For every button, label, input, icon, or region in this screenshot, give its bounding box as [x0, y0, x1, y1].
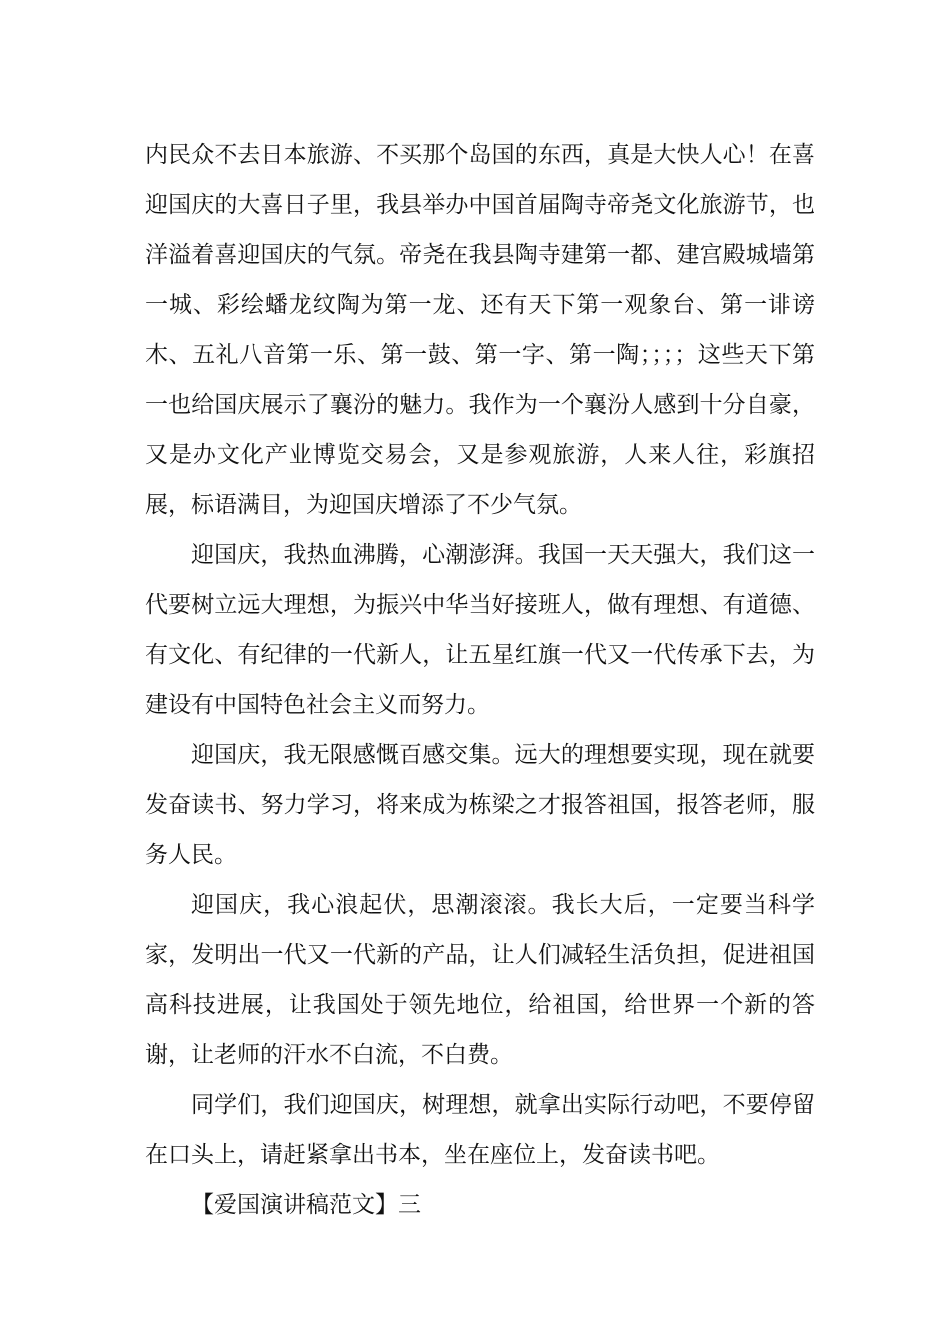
paragraph-classmates: 同学们，我们迎国庆，树理想，就拿出实际行动吧，不要停留在口头上，请赶紧拿出书本，坐在座位上，发奋读书吧。 [145, 1092, 815, 1168]
paragraph-welcome-national-day-1: 迎国庆，我热血沸腾，心潮澎湃。我国一天天强大，我们这一代要树立远大理想，为振兴中华当好接班人，做有理想、有道德、有文化、有纪律的一代新人，让五星红旗一代又一代传承下去，为建设有中国特色社会主义而努力。 [145, 542, 815, 718]
paragraph-continuation: 内民众不去日本旅游、不买那个岛国的东西，真是大快人心！在喜迎国庆的大喜日子里，我县举办中国首届陶寺帝尧文化旅游节，也洋溢着喜迎国庆的气氛。帝尧在我县陶寺建第一都、建宫殿城墙第一城、彩绘蟠龙纹陶为第一龙、还有天下第一观象台、第一诽谤木、五礼八音第一乐、第一鼓、第一字、第一陶；；；；这些天下第一也给国庆展示了襄汾的魅力。我作为一个襄汾人感到十分自豪，又是办文化产业博览交易会，又是参观旅游，人来人往，彩旗招展，标语满目，为迎国庆增添了不少气氛。 [145, 142, 815, 518]
section-heading: 【爱国演讲稿范文】三 [191, 1192, 421, 1218]
document-body [145, 130, 815, 1230]
paragraph-welcome-national-day-2: 迎国庆，我无限感慨百感交集。远大的理想要实现，现在就要发奋读书、努力学习，将来成为栋梁之才报答祖国，报答老师，服务人民。 [145, 742, 815, 868]
paragraph-welcome-national-day-3: 迎国庆，我心浪起伏，思潮滚滚。我长大后，一定要当科学家，发明出一代又一代新的产品，让人们减轻生活负担，促进祖国高科技进展，让我国处于领先地位，给祖国，给世界一个新的答谢，让老师的汗水不白流，不白费。 [145, 892, 815, 1068]
